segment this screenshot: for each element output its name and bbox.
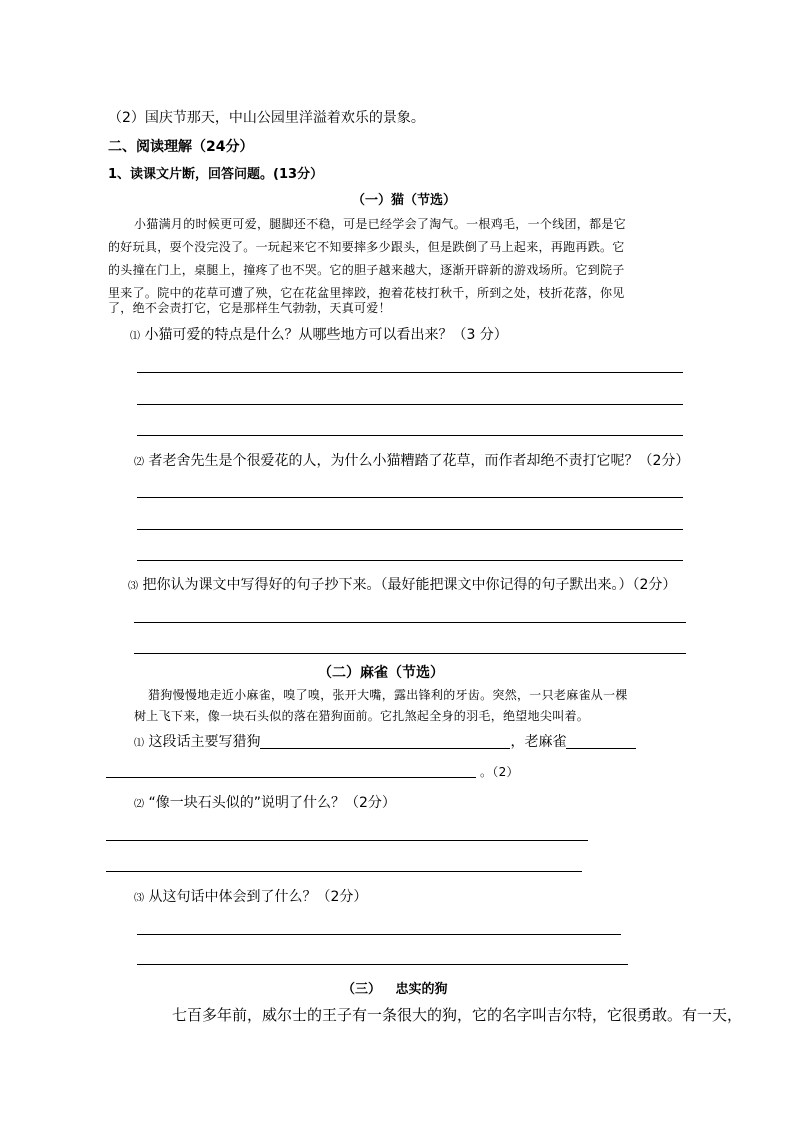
passage2-question-1 (134, 734, 636, 749)
question-number: ⑵ (134, 457, 144, 468)
answer-line[interactable] (137, 964, 628, 965)
passage1-line: 的头撞在门上，桌腿上，撞疼了也不哭。它的胆子越来越大，逐渐开辟新的游戏场所。它到院子 (108, 263, 625, 277)
answer-line[interactable] (137, 934, 621, 935)
passage2-question-2 (134, 796, 396, 810)
question-text-mid: ，老麻雀 (510, 734, 567, 750)
passage3-title (342, 983, 448, 996)
answer-line[interactable] (137, 497, 683, 498)
passage1-title: （一）猫（节选） (352, 193, 457, 208)
passage2-title: （二）麻雀（节选） (318, 665, 444, 681)
passage1-line: 的好玩具，耍个没完没了。一玩起来它不知要摔多少跟头，但是跌倒了马上起来，再跑再跌。它 (108, 240, 625, 254)
item1-title: 1、读课文片断，回答问题。(13分） (108, 167, 324, 182)
answer-line[interactable] (137, 560, 683, 561)
question-text: 者老舍先生是个很爱花的人，为什么小猫糟踏了花草，而作者却绝不责打它呢？（2分） (148, 453, 690, 469)
question-text: 从这句话中体会到了什么？（2分） (148, 889, 368, 905)
question-number: ⑵ (134, 799, 144, 810)
question-score: 。（2） (480, 765, 519, 779)
question-text: “像一块石头似的”说明了什么？（2分） (148, 795, 396, 811)
question-number: ⑶ (128, 581, 138, 592)
answer-line[interactable] (137, 404, 683, 405)
answer-line[interactable] (106, 840, 588, 841)
passage1-question-1 (130, 328, 508, 342)
question-text: 把你认为课文中写得好的句子抄下来。（最好能把课文中你记得的句子默出来。）（2分） (142, 577, 677, 593)
passage3-first-line: 七百多年前，威尔士的王子有一条很大的狗，它的名字叫吉尔特，它很勇敢。有一天， (172, 1006, 743, 1024)
question-text: 这段话主要写猎狗 (148, 734, 261, 750)
answer-line[interactable] (134, 653, 686, 654)
answer-blank[interactable] (260, 734, 510, 749)
national-day-question: （2）国庆节那天，中山公园里洋溢着欢乐的景象。 (108, 110, 425, 126)
question-number: ⑴ (130, 331, 140, 342)
passage2-line: 树上飞下来，像一块石头似的落在猎狗面前。它扎煞起全身的羽毛，绝望地尖叫着。 (134, 709, 590, 723)
question-text: 小猫可爱的特点是什么？从哪些地方可以看出来？（3 分） (144, 327, 508, 343)
section2-title: 二、阅读理解（24分） (108, 139, 254, 155)
passage1-line: 里来了。院中的花草可遭了殃，它在花盆里摔跤，抱着花枝打秋千，所到之处，枝折花落，你见 (108, 286, 625, 300)
passage1-question-3 (128, 578, 676, 592)
answer-line[interactable] (137, 435, 683, 436)
answer-line[interactable] (106, 777, 476, 778)
passage2-line: 猎狗慢慢地走近小麻雀，嗅了嗅，张开大嘴，露出锋利的牙齿。突然，一只老麻雀从一棵 (148, 688, 628, 702)
answer-line[interactable] (134, 622, 686, 623)
passage3-title-text: 忠实的狗 (395, 982, 448, 997)
passage3-title-number: （三） (342, 982, 382, 997)
answer-line[interactable] (137, 529, 683, 530)
passage1-line: 了，绝不会责打它，它是那样生气勃勃，天真可爱！ (108, 301, 391, 315)
answer-line[interactable] (106, 871, 582, 872)
question-number: ⑴ (134, 738, 144, 749)
passage1-line: 小猫满月的时候更可爱，腿脚还不稳，可是已经学会了淘气。一根鸡毛，一个线团，都是它 (134, 217, 627, 231)
question-number: ⑶ (134, 893, 144, 904)
answer-line[interactable] (137, 372, 683, 373)
answer-blank[interactable] (566, 734, 636, 749)
passage1-question-2 (134, 454, 689, 468)
passage2-question-3 (134, 890, 367, 904)
